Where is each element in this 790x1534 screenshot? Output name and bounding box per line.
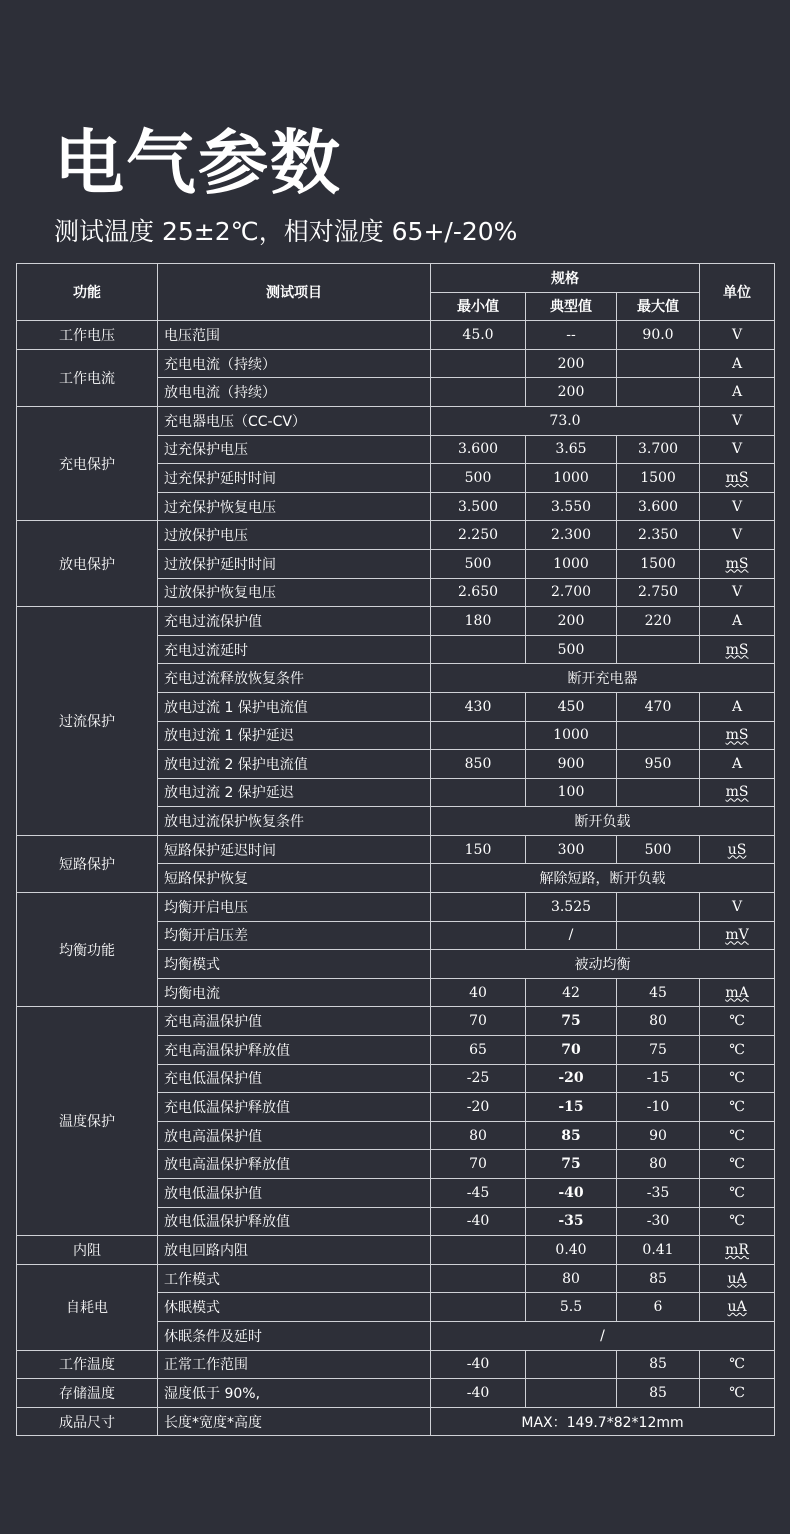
item-cell: 放电过流 2 保护电流值 <box>158 750 431 779</box>
min-cell <box>431 378 526 407</box>
item-cell: 放电低温保护值 <box>158 1179 431 1208</box>
typ-cell: 1000 <box>526 464 617 493</box>
unit-cell: ℃ <box>700 1093 775 1122</box>
max-cell: 3.600 <box>617 492 700 521</box>
min-cell: 80 <box>431 1121 526 1150</box>
unit-cell: A <box>700 692 775 721</box>
min-cell: 65 <box>431 1036 526 1065</box>
merged-value-cell: / <box>431 1321 775 1350</box>
typ-cell: 3.65 <box>526 435 617 464</box>
item-cell: 电压范围 <box>158 321 431 350</box>
function-cell: 过流保护 <box>17 607 158 836</box>
max-cell: 1500 <box>617 549 700 578</box>
header-max: 最大值 <box>617 292 700 321</box>
typ-cell: 75 <box>526 1150 617 1179</box>
min-cell <box>431 893 526 922</box>
typ-cell: 300 <box>526 835 617 864</box>
item-cell: 过充保护电压 <box>158 435 431 464</box>
unit-cell: V <box>700 893 775 922</box>
merged-value-cell: 被动均衡 <box>431 950 775 979</box>
typ-cell: -40 <box>526 1179 617 1208</box>
min-cell: 500 <box>431 549 526 578</box>
max-cell: 500 <box>617 835 700 864</box>
min-cell: 3.500 <box>431 492 526 521</box>
header-typ: 典型值 <box>526 292 617 321</box>
unit-cell: A <box>700 750 775 779</box>
min-cell: 3.600 <box>431 435 526 464</box>
item-cell: 短路保护恢复 <box>158 864 431 893</box>
unit-cell: ℃ <box>700 1150 775 1179</box>
unit-cell: A <box>700 378 775 407</box>
unit-cell: V <box>700 321 775 350</box>
item-cell: 放电低温保护释放值 <box>158 1207 431 1236</box>
table-row <box>17 1264 775 1293</box>
merged-value-cell: MAX：149.7*82*12mm <box>431 1407 775 1436</box>
max-cell <box>617 721 700 750</box>
header-function: 功能 <box>17 264 158 321</box>
typ-cell: / <box>526 921 617 950</box>
function-cell: 工作电压 <box>17 321 158 350</box>
unit-cell: mS <box>700 464 775 493</box>
item-cell: 均衡开启压差 <box>158 921 431 950</box>
min-cell: 2.650 <box>431 578 526 607</box>
typ-cell: 80 <box>526 1264 617 1293</box>
spec-table-body <box>17 264 775 1436</box>
typ-cell: 70 <box>526 1036 617 1065</box>
item-cell: 均衡开启电压 <box>158 893 431 922</box>
max-cell: 85 <box>617 1264 700 1293</box>
item-cell: 放电过流 1 保护延迟 <box>158 721 431 750</box>
item-cell: 充电过流延时 <box>158 635 431 664</box>
max-cell: 80 <box>617 1007 700 1036</box>
max-cell: 3.700 <box>617 435 700 464</box>
header-row-1 <box>17 264 775 293</box>
min-cell <box>431 1264 526 1293</box>
max-cell: 85 <box>617 1379 700 1408</box>
max-cell <box>617 778 700 807</box>
item-cell: 过放保护延时时间 <box>158 549 431 578</box>
function-cell: 工作温度 <box>17 1350 158 1379</box>
item-cell: 过充保护延时时间 <box>158 464 431 493</box>
typ-cell: 0.40 <box>526 1236 617 1265</box>
table-row <box>17 1379 775 1408</box>
function-cell: 自耗电 <box>17 1264 158 1350</box>
table-row <box>17 321 775 350</box>
unit-cell: mV <box>700 921 775 950</box>
item-cell: 放电过流保护恢复条件 <box>158 807 431 836</box>
unit-cell: ℃ <box>700 1036 775 1065</box>
item-cell: 休眠模式 <box>158 1293 431 1322</box>
function-cell: 放电保护 <box>17 521 158 607</box>
min-cell <box>431 921 526 950</box>
unit-cell: ℃ <box>700 1350 775 1379</box>
min-cell <box>431 1236 526 1265</box>
merged-value-cell: 断开负载 <box>431 807 775 836</box>
unit-cell: mR <box>700 1236 775 1265</box>
min-cell: 850 <box>431 750 526 779</box>
item-cell: 充电低温保护值 <box>158 1064 431 1093</box>
item-cell: 均衡电流 <box>158 978 431 1007</box>
min-cell: -40 <box>431 1379 526 1408</box>
item-cell: 放电高温保护释放值 <box>158 1150 431 1179</box>
table-row <box>17 607 775 636</box>
item-cell: 长度*宽度*高度 <box>158 1407 431 1436</box>
max-cell: 470 <box>617 692 700 721</box>
table-row <box>17 835 775 864</box>
header-min: 最小值 <box>431 292 526 321</box>
max-cell: 90 <box>617 1121 700 1150</box>
min-cell: 70 <box>431 1007 526 1036</box>
min-cell <box>431 349 526 378</box>
max-cell: 90.0 <box>617 321 700 350</box>
typ-cell: 200 <box>526 607 617 636</box>
typ-cell: 2.700 <box>526 578 617 607</box>
max-cell: 45 <box>617 978 700 1007</box>
item-cell: 放电回路内阻 <box>158 1236 431 1265</box>
unit-cell: ℃ <box>700 1007 775 1036</box>
max-cell <box>617 635 700 664</box>
unit-cell: mS <box>700 778 775 807</box>
function-cell: 成品尺寸 <box>17 1407 158 1436</box>
typ-cell <box>526 1350 617 1379</box>
unit-cell: uA <box>700 1264 775 1293</box>
table-row <box>17 406 775 435</box>
spec-table <box>16 263 775 1436</box>
typ-cell: 900 <box>526 750 617 779</box>
table-row <box>17 1350 775 1379</box>
typ-cell: -35 <box>526 1207 617 1236</box>
table-row <box>17 349 775 378</box>
table-row <box>17 1236 775 1265</box>
header-item: 测试项目 <box>158 264 431 321</box>
merged-value-cell: 解除短路，断开负载 <box>431 864 775 893</box>
item-cell: 均衡模式 <box>158 950 431 979</box>
merged-value-cell: 断开充电器 <box>431 664 775 693</box>
header-spec: 规格 <box>431 264 700 293</box>
typ-cell: 1000 <box>526 721 617 750</box>
typ-cell: 3.550 <box>526 492 617 521</box>
unit-cell: A <box>700 607 775 636</box>
typ-cell: 200 <box>526 378 617 407</box>
item-cell: 休眠条件及延时 <box>158 1321 431 1350</box>
max-cell <box>617 893 700 922</box>
unit-cell: mS <box>700 635 775 664</box>
unit-cell: A <box>700 349 775 378</box>
function-cell: 存储温度 <box>17 1379 158 1408</box>
item-cell: 过放保护恢复电压 <box>158 578 431 607</box>
header-unit: 单位 <box>700 264 775 321</box>
max-cell: -30 <box>617 1207 700 1236</box>
item-cell: 放电过流 1 保护电流值 <box>158 692 431 721</box>
typ-cell <box>526 1379 617 1408</box>
unit-cell: ℃ <box>700 1379 775 1408</box>
table-row <box>17 893 775 922</box>
min-cell: 500 <box>431 464 526 493</box>
table-row <box>17 1407 775 1436</box>
min-cell: 70 <box>431 1150 526 1179</box>
table-row <box>17 521 775 550</box>
unit-cell: V <box>700 406 775 435</box>
min-cell: 150 <box>431 835 526 864</box>
typ-cell: 1000 <box>526 549 617 578</box>
unit-cell: ℃ <box>700 1121 775 1150</box>
item-cell: 放电电流（持续） <box>158 378 431 407</box>
typ-cell: 5.5 <box>526 1293 617 1322</box>
item-cell: 正常工作范围 <box>158 1350 431 1379</box>
typ-cell: 2.300 <box>526 521 617 550</box>
test-conditions: 测试温度 25±2℃，相对湿度 65+/-20% <box>54 217 518 246</box>
item-cell: 湿度低于 90%, <box>158 1379 431 1408</box>
typ-cell: 75 <box>526 1007 617 1036</box>
max-cell: 85 <box>617 1350 700 1379</box>
function-cell: 工作电流 <box>17 349 158 406</box>
max-cell <box>617 921 700 950</box>
typ-cell: 200 <box>526 349 617 378</box>
min-cell: 2.250 <box>431 521 526 550</box>
max-cell: 2.350 <box>617 521 700 550</box>
min-cell: -40 <box>431 1207 526 1236</box>
typ-cell: 42 <box>526 978 617 1007</box>
typ-cell: -20 <box>526 1064 617 1093</box>
max-cell: 950 <box>617 750 700 779</box>
min-cell: -20 <box>431 1093 526 1122</box>
max-cell: 220 <box>617 607 700 636</box>
function-cell: 温度保护 <box>17 1007 158 1236</box>
item-cell: 工作模式 <box>158 1264 431 1293</box>
unit-cell: mS <box>700 549 775 578</box>
function-cell: 充电保护 <box>17 406 158 520</box>
min-cell: 430 <box>431 692 526 721</box>
item-cell: 充电高温保护值 <box>158 1007 431 1036</box>
item-cell: 过放保护电压 <box>158 521 431 550</box>
min-cell <box>431 778 526 807</box>
max-cell <box>617 349 700 378</box>
page-title: 电气参数 <box>54 121 342 204</box>
max-cell <box>617 378 700 407</box>
min-cell: 40 <box>431 978 526 1007</box>
typ-cell: 3.525 <box>526 893 617 922</box>
unit-cell: uS <box>700 835 775 864</box>
max-cell: 2.750 <box>617 578 700 607</box>
unit-cell: ℃ <box>700 1179 775 1208</box>
table-row <box>17 1007 775 1036</box>
max-cell: 1500 <box>617 464 700 493</box>
typ-cell: -15 <box>526 1093 617 1122</box>
item-cell: 充电高温保护释放值 <box>158 1036 431 1065</box>
min-cell: 180 <box>431 607 526 636</box>
unit-cell: V <box>700 492 775 521</box>
typ-cell: 85 <box>526 1121 617 1150</box>
max-cell: -35 <box>617 1179 700 1208</box>
max-cell: 75 <box>617 1036 700 1065</box>
item-cell: 充电过流释放恢复条件 <box>158 664 431 693</box>
max-cell: 80 <box>617 1150 700 1179</box>
function-cell: 短路保护 <box>17 835 158 892</box>
unit-cell: ℃ <box>700 1207 775 1236</box>
item-cell: 充电电流（持续） <box>158 349 431 378</box>
min-cell <box>431 1293 526 1322</box>
min-cell: 45.0 <box>431 321 526 350</box>
min-cell: -25 <box>431 1064 526 1093</box>
item-cell: 充电过流保护值 <box>158 607 431 636</box>
unit-cell: V <box>700 578 775 607</box>
function-cell: 均衡功能 <box>17 893 158 1007</box>
typ-cell: 450 <box>526 692 617 721</box>
min-cell: -40 <box>431 1350 526 1379</box>
typ-cell: 100 <box>526 778 617 807</box>
unit-cell: uA <box>700 1293 775 1322</box>
unit-cell: V <box>700 521 775 550</box>
max-cell: -10 <box>617 1093 700 1122</box>
item-cell: 充电低温保护释放值 <box>158 1093 431 1122</box>
min-cell <box>431 721 526 750</box>
item-cell: 过充保护恢复电压 <box>158 492 431 521</box>
min-cell: -45 <box>431 1179 526 1208</box>
item-cell: 放电过流 2 保护延迟 <box>158 778 431 807</box>
item-cell: 放电高温保护值 <box>158 1121 431 1150</box>
typ-cell: 500 <box>526 635 617 664</box>
merged-spec-cell: 73.0 <box>431 406 700 435</box>
min-cell <box>431 635 526 664</box>
max-cell: -15 <box>617 1064 700 1093</box>
item-cell: 短路保护延迟时间 <box>158 835 431 864</box>
max-cell: 0.41 <box>617 1236 700 1265</box>
item-cell: 充电器电压（CC-CV） <box>158 406 431 435</box>
typ-cell: -- <box>526 321 617 350</box>
unit-cell: V <box>700 435 775 464</box>
function-cell: 内阻 <box>17 1236 158 1265</box>
unit-cell: mA <box>700 978 775 1007</box>
max-cell: 6 <box>617 1293 700 1322</box>
unit-cell: mS <box>700 721 775 750</box>
unit-cell: ℃ <box>700 1064 775 1093</box>
